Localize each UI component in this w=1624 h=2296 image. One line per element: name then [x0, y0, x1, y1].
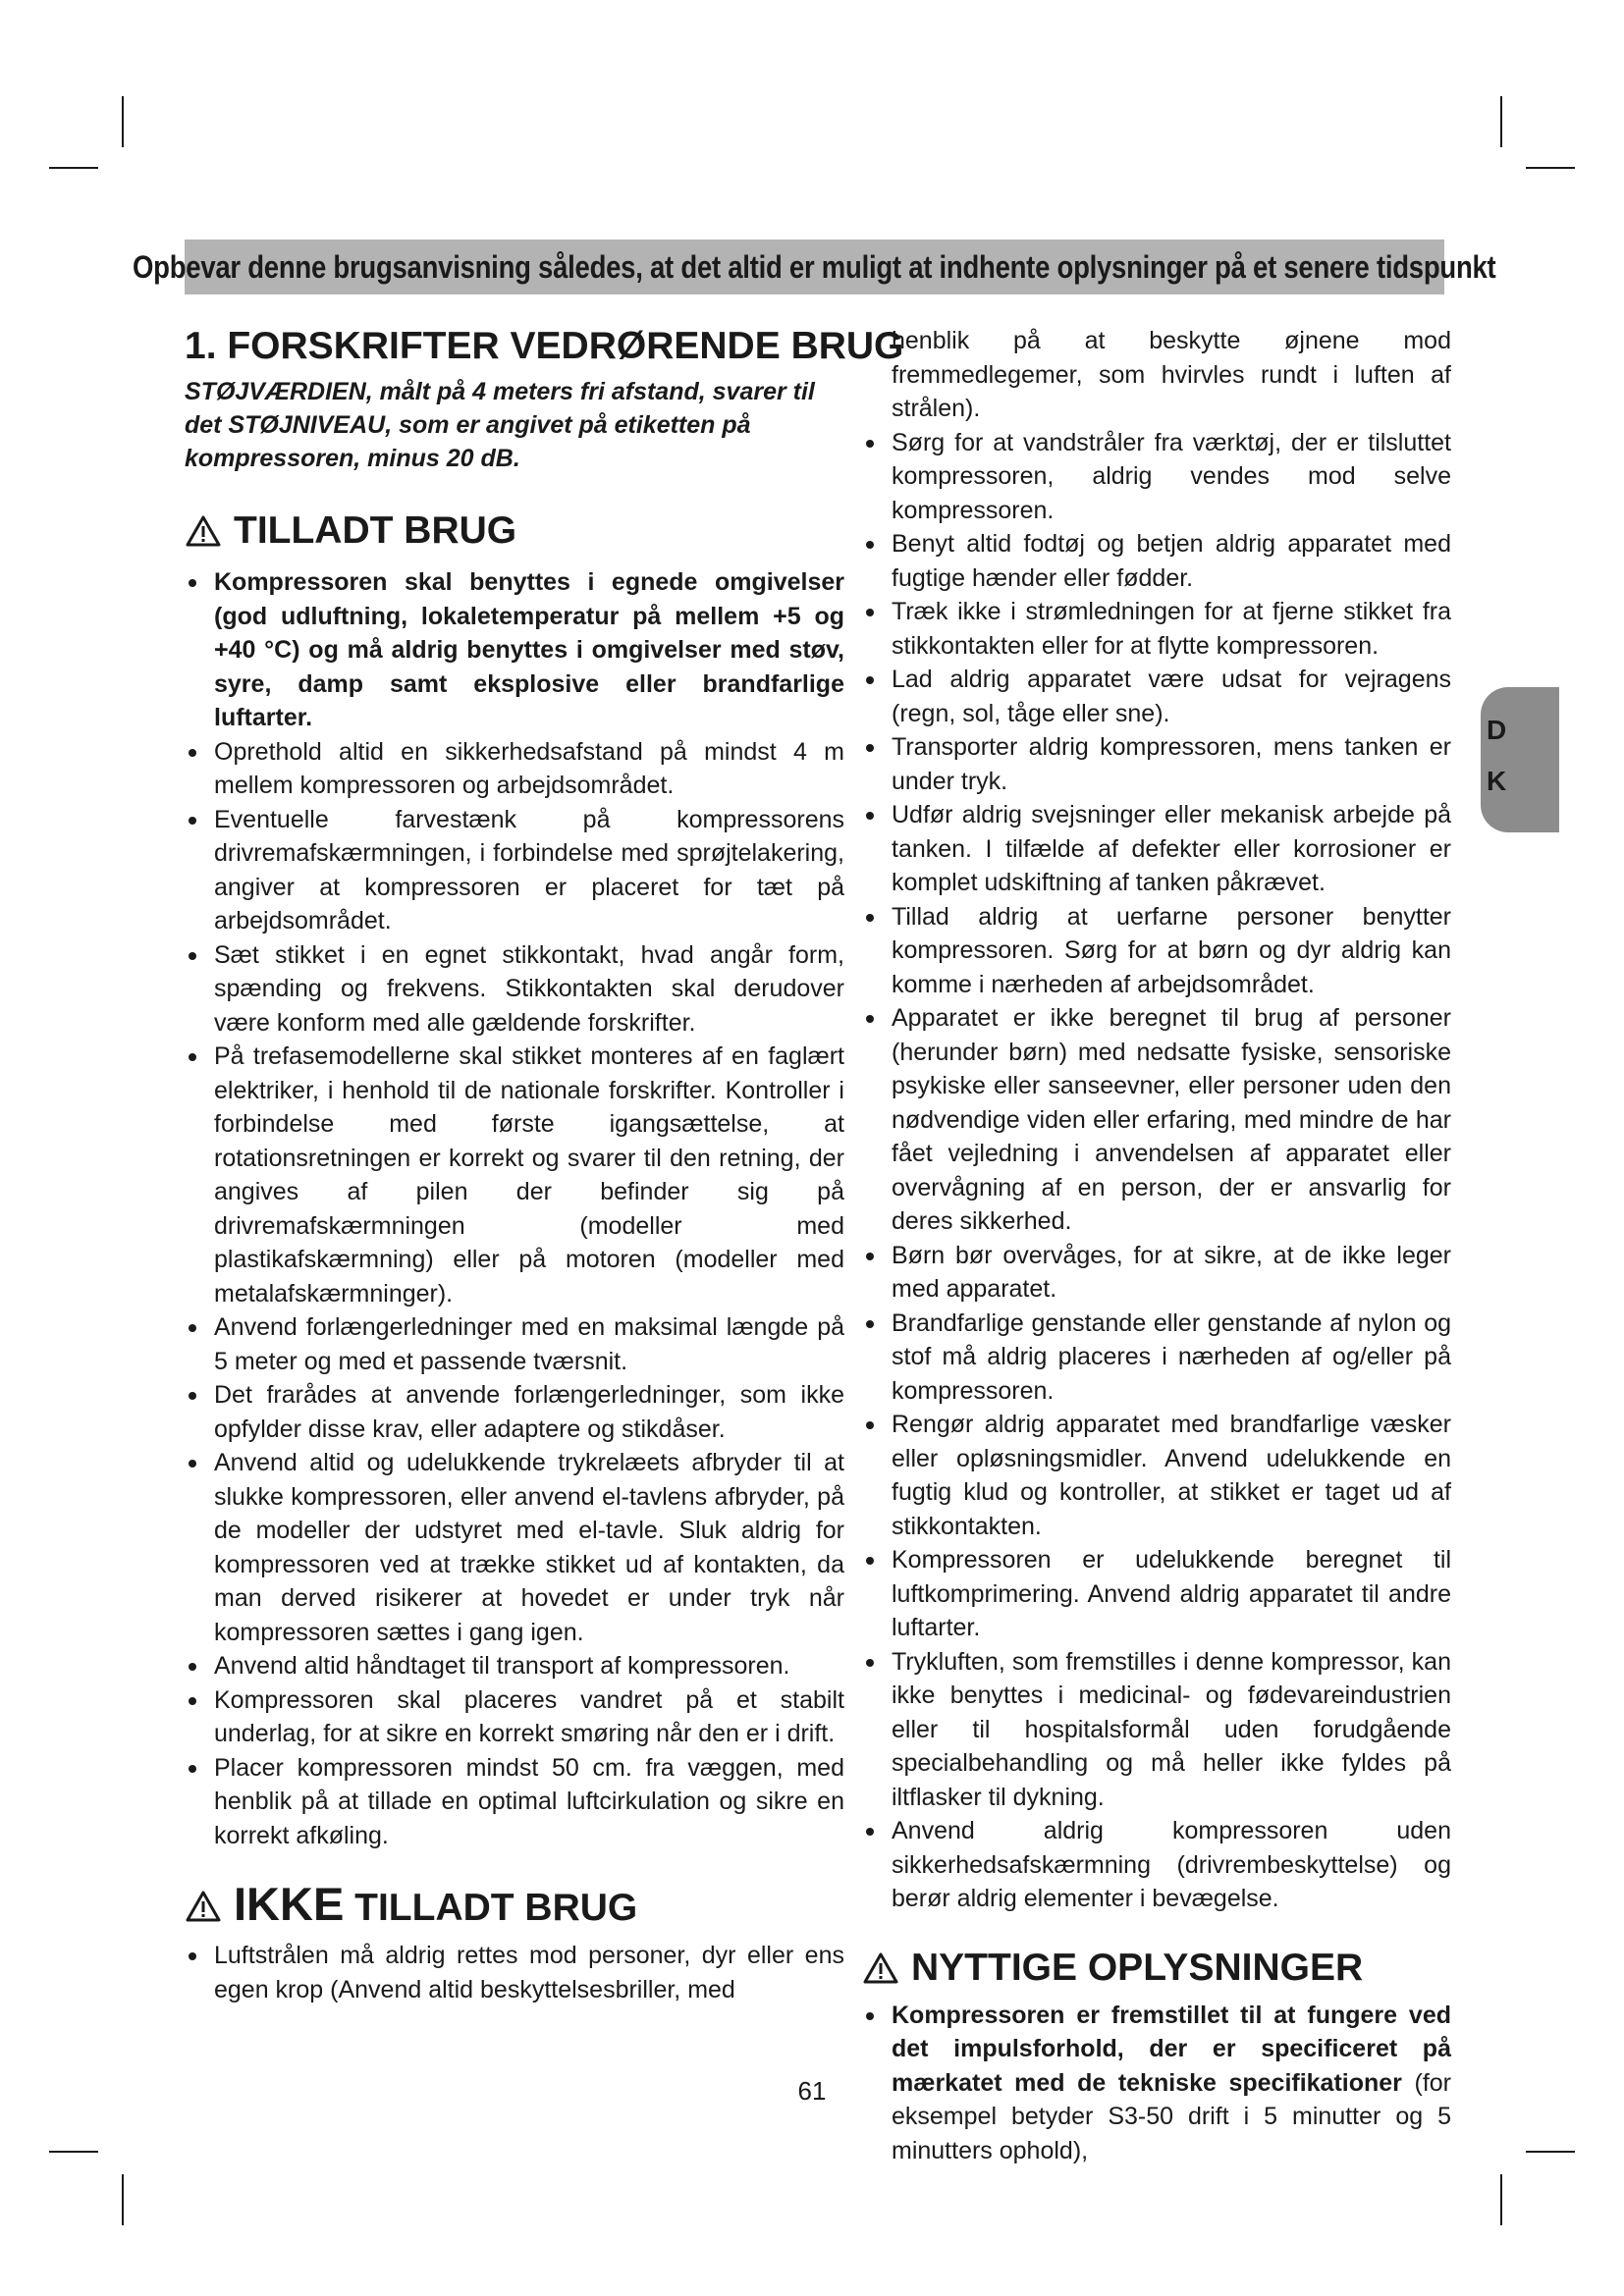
- list-item: Udfør aldrig svejsninger eller mekanisk arbejde på tanken. I tilfælde af defekter eller korrosioner er komplet udskiftning af tanken påkrævet.: [862, 798, 1451, 900]
- crop-mark: [1526, 167, 1575, 169]
- forbidden-use-heading: [185, 1878, 844, 1931]
- allowed-use-heading: [185, 508, 844, 554]
- list-item: Luftstrålen må aldrig rettes mod personer, dyr eller ens egen krop (Anvend altid beskyttelsesbriller, med: [185, 1939, 844, 2006]
- list-item: Sørg for at vandstråler fra værktøj, der er tilsluttet kompressoren, aldrig vendes mod selve kompressoren.: [862, 426, 1451, 528]
- language-tab-letter: D: [1487, 715, 1507, 745]
- info-item-rest: (for eksempel betyder S3-50 drift i 5 minutter og 5 minutters ophold),: [892, 2068, 1451, 2164]
- warning-icon: [185, 514, 222, 548]
- list-item: Anvend altid håndtaget til transport af kompressoren.: [185, 1649, 844, 1683]
- language-tab-letter: K: [1487, 766, 1507, 796]
- banner-text: Opbevar denne brugsanvisning således, at det altid er muligt at indhente oplysninger på et senere tidspunkt: [133, 248, 1496, 285]
- crop-mark: [122, 96, 124, 147]
- list-item: Oprethold altid en sikkerhedsafstand på mindst 4 m mellem kompressoren og arbejdsområdet.: [185, 735, 844, 803]
- crop-mark: [1500, 2174, 1502, 2225]
- list-item: På trefasemodellerne skal stikket monteres af en faglært elektriker, i henhold til de nationale forskrifter. Kontroller i forbindelse med første igangsættelse, at rotationsretningen er korrekt og svarer til den retning, der angives af pilen der befinder sig på drivremafskærmningen (modeller med plastikafskærmning) eller på motoren (modeller med metalafskærmninger).: [185, 1040, 844, 1310]
- allowed-use-title: TILLADT BRUG: [234, 509, 517, 552]
- language-tab: [1481, 687, 1559, 832]
- crop-mark: [1500, 96, 1502, 147]
- list-item: Træk ikke i strømledningen for at fjerne stikket fra stikkontakten eller for at flytte kompressoren.: [862, 595, 1451, 663]
- header-banner: [133, 240, 1496, 294]
- list-item: Anvend aldrig kompressoren uden sikkerhedsafskærmning (drivrembeskyttelse) og berør aldrig elementer i bevægelse.: [862, 1814, 1451, 1916]
- list-item-continuation: henblik på at beskytte øjnene mod fremmedlegemer, som hvirvles rundt i luften af strålen).: [892, 327, 1451, 422]
- list-item: Benyt altid fodtøj og betjen aldrig apparatet med fugtige hænder eller fødder.: [862, 527, 1451, 595]
- left-column: [185, 324, 904, 2006]
- list-item: Anvend altid og udelukkende trykrelæets afbryder til at slukke kompressoren, eller anvend el-tavlens afbryder, på de modeller der udstyret med el-tavle. Sluk aldrig for kompressoren ved at trække stikket ud af kontakten, da man derved risikerer at hovedet er under tryk når kompressoren sættes i gang igen.: [185, 1446, 844, 1649]
- warning-icon: [862, 1951, 899, 1985]
- list-item: Børn bør overvåges, for at sikre, at de ikke leger med apparatet.: [862, 1239, 1451, 1307]
- right-column: [862, 324, 1451, 2167]
- list-item: Eventuelle farvestænk på kompressorens drivremafskærmningen, i forbindelse med sprøjtelakering, angiver at kompressoren er placeret for tæt på arbejdsområdet.: [185, 803, 844, 938]
- list-item: Rengør aldrig apparatet med brandfarlige væsker eller opløsningsmidler. Anvend udelukkende en fugtig klud og kontroller, at stikket er taget ud af stikkontakten.: [862, 1408, 1451, 1543]
- forbidden-use-title: TILLADT BRUG: [354, 1887, 638, 1929]
- crop-mark: [122, 2174, 124, 2225]
- crop-mark: [49, 167, 98, 169]
- list-item: Sæt stikket i en egnet stikkontakt, hvad angår form, spænding og frekvens. Stikkontakten skal derudover være konform med alle gældende forskrifter.: [185, 938, 844, 1041]
- forbidden-use-list: [185, 1939, 844, 2006]
- list-item: Transporter aldrig kompressoren, mens tanken er under tryk.: [862, 730, 1451, 798]
- list-item: Kompressoren skal placeres vandret på et stabilt underlag, for at sikre en korrekt smøring når den er i drift.: [185, 1683, 844, 1751]
- useful-info-heading: [862, 1946, 1451, 1991]
- forbidden-use-title-emphasis: IKKE: [234, 1878, 345, 1930]
- info-item-bold: Kompressoren er fremstillet til at fungere ved det impulsforhold, der er specificeret på mærkatet med de tekniske specifikationer: [892, 2001, 1451, 2097]
- crop-mark: [1526, 2151, 1575, 2153]
- useful-info-title: NYTTIGE OPLYSNINGER: [911, 1946, 1364, 1989]
- list-item: Det frarådes at anvende forlængerledninger, som ikke opfylder disse krav, eller adaptere og stikdåser.: [185, 1378, 844, 1446]
- list-item: Tillad aldrig at uerfarne personer benytter kompressoren. Sørg for at børn og dyr aldrig kan komme i nærheden af arbejdsområdet.: [862, 900, 1451, 1002]
- warning-icon: [185, 1890, 222, 1923]
- list-item: Trykluften, som fremstilles i denne kompressor, kan ikke benyttes i medicinal- og fødevareindustrien eller til hospitalsformål uden forudgående specialbehandling og må heller ikke fyldes på iltflasker til dykning.: [862, 1645, 1451, 1815]
- list-item: Brandfarlige genstande eller genstande af nylon og stof må aldrig placeres i nærheden af og/eller på kompressoren.: [862, 1307, 1451, 1409]
- forbidden-use-list-continued: [862, 426, 1451, 1916]
- list-item: Apparatet er ikke beregnet til brug af personer (herunder børn) med nedsatte fysiske, sensoriske psykiske eller sanseevner, eller personer uden den nødvendige viden eller erfaring, med mindre de har fået vejledning i anvendelsen af apparatet eller overvågning af en person, der er ansvarlig for deres sikkerhed.: [862, 1001, 1451, 1239]
- list-item: Placer kompressoren mindst 50 cm. fra væggen, med henblik på at tillade en optimal luftcirkulation og sikre en korrekt afkøling.: [185, 1751, 844, 1853]
- page-number: 61: [797, 2076, 827, 2106]
- list-item: Anvend forlængerledninger med en maksimal længde på 5 meter og med et passende tværsnit.: [185, 1310, 844, 1378]
- list-item: Kompressoren er udelukkende beregnet til luftkomprimering. Anvend aldrig apparatet til andre luftarter.: [862, 1543, 1451, 1645]
- allowed-use-list: [185, 565, 844, 1852]
- noise-intro: STØJVÆRDIEN, målt på 4 meters fri afstand, svarer til det STØJNIVEAU, som er angivet på etiketten på kompressoren, minus 20 dB.: [185, 378, 815, 472]
- crop-mark: [49, 2151, 98, 2153]
- section-title: 1. FORSKRIFTER VEDRØRENDE BRUG: [185, 325, 904, 367]
- list-item: Lad aldrig apparatet være udsat for vejragens (regn, sol, tåge eller sne).: [862, 663, 1451, 730]
- list-item: Kompressoren skal benyttes i egnede omgivelser (god udluftning, lokaletemperatur på mellem +5 og +40 °C) og må aldrig benyttes i omgivelser med støv, syre, damp samt eksplosive eller brandfarlige luftarter.: [185, 565, 844, 735]
